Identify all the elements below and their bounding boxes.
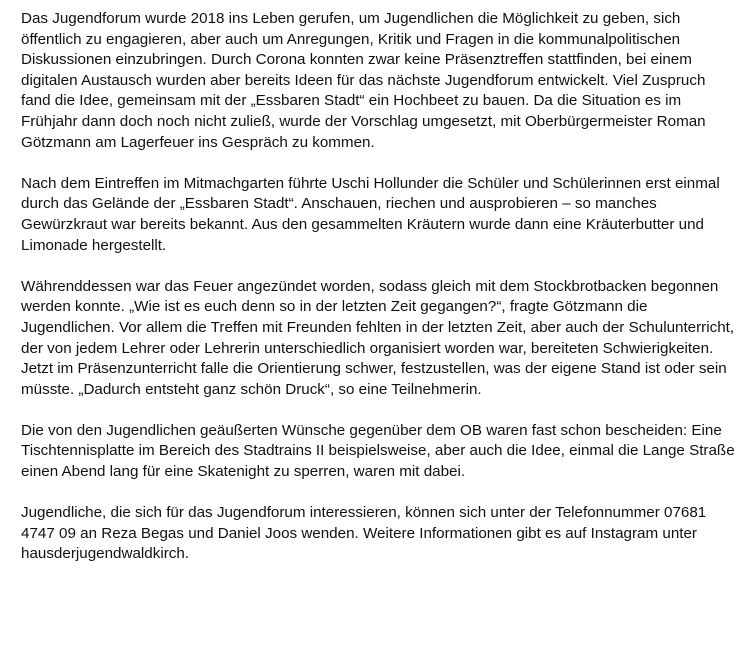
paragraph-lagerfeuer-gespraech: Währenddessen war das Feuer angezündet worden, sodass gleich mit dem Stockbrotbacken begonnen werden konnte. „Wie ist es euch denn so in der letzten Zeit gegangen?“, fragte Götzmann die Jugendlichen. Vor allem die Treffen mit Freunden fehlten in der letzten Zeit, aber auch der Schulunterricht, der von jedem Lehrer oder Lehrerin unterschiedlich organisiert worden war, bereiteten Schwierigkeiten. Jetzt im Präsenzunterricht falle die Orientierung schwer, festzustellen, was der eigene Stand ist oder sein müsste. „Dadurch entsteht ganz schön Druck“, so eine Teilnehmerin. — [21, 277, 735, 398]
paragraph-kontakt: Jugendliche, die sich für das Jugendforum interessieren, können sich unter der Telefonnummer 07681 4747 09 an Reza Begas und Daniel Joos wenden. Weitere Informationen gibt es auf Instagram unter hausderjugendwaldkirch. — [21, 504, 707, 563]
paragraph-jugendforum-intro: Das Jugendforum wurde 2018 ins Leben gerufen, um Jugendlichen die Möglichkeit zu geben, sich öffentlich zu engagieren, aber auch um Anregungen, Kritik und Fragen in die kommunalpolitischen Diskussionen einzubringen. Durch Corona konnten zwar keine Präsenztreffen stattfinden, bei einem digitalen Austausch wurden aber bereits Ideen für das nächste Jugendforum entwickelt. Viel Zuspruch fand die Idee, gemeinsam mit der „Essbaren Stadt“ ein Hochbeet zu bauen. Da die Situation es im Frühjahr dann doch noch nicht zuließ, wurde der Vorschlag umgesetzt, mit Oberbürgermeister Roman Götzmann am Lagerfeuer ins Gespräch zu kommen. — [21, 10, 706, 151]
paragraph-mitmachgarten: Nach dem Eintreffen im Mitmachgarten führte Uschi Hollunder die Schüler und Schülerinnen erst einmal durch das Gelände der „Essbaren Stadt“. Anschauen, riechen und ausprobieren – so manches Gewürzkraut war bereits bekannt. Aus den gesammelten Kräutern wurde dann eine Kräuterbutter und Limonade hergestellt. — [21, 174, 720, 254]
article-body — [21, 9, 737, 586]
paragraph-wuensche: Die von den Jugendlichen geäußerten Wünsche gegenüber dem OB waren fast schon bescheiden: Eine Tischtennisplatte im Bereich des Stadtrains II beispielsweise, aber auch die Idee, einmal die Lange Straße einen Abend lang für eine Skatenight zu sperren, waren mit dabei. — [21, 421, 735, 481]
